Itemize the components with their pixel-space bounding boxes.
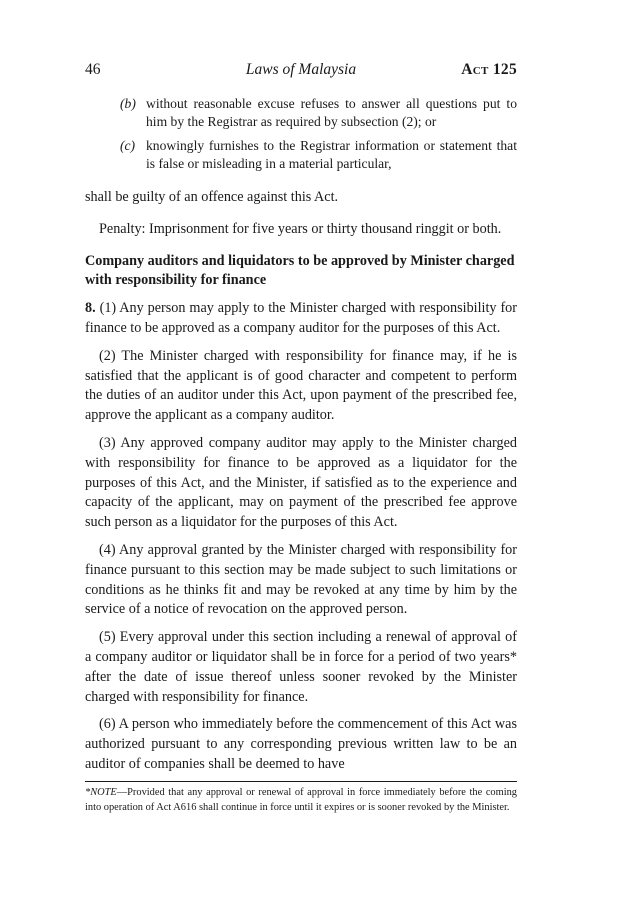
subsection-1 [85, 299, 517, 339]
list-item-c [85, 137, 517, 173]
footnote-label: *NOTE [85, 786, 117, 798]
act-number: Act 125 [461, 61, 517, 78]
running-title: Laws of Malaysia [245, 61, 357, 78]
item-text: without reasonable excuse refuses to answer all questions put to him by the Registrar as required by subsection (2); or [146, 96, 517, 129]
page-number: 46 [85, 61, 101, 78]
subsection-2: (2) The Minister charged with responsibility for finance may, if he is satisfied that the applicant is of good character and competent to perform the duties of an auditor under this Act, upon payment of the prescribed fee, approve the applicant as a company auditor. [85, 347, 517, 424]
item-label: (c) [120, 138, 136, 153]
footnote [85, 785, 517, 816]
subsection-3: (3) Any approved company auditor may apply to the Minister charged with responsibility for finance to be approved as a liquidator for the purposes of this Act, and the Minister, if satisfied as to the experience and capacity of the applicant, may on payment of the prescribed fee approve such person as a liquidator for the purposes of this Act. [85, 434, 517, 531]
closing-clause: shall be guilty of an offence against this Act. [85, 189, 339, 205]
item-text: knowingly furnishes to the Registrar information or statement that is false or misleading in a material particular, [146, 138, 517, 171]
subsection-text: (1) Any person may apply to the Minister charged with responsibility for finance to be approved as a company auditor for the purposes of this Act. [85, 300, 518, 336]
section-heading: Company auditors and liquidators to be approved by Minister charged with responsibility for finance [85, 252, 515, 289]
footnote-text: —Provided that any approval or renewal of approval in force immediately before the coming into operation of Act A616 shall continue in force until it expires or is sooner revoked by the Minister. [85, 786, 517, 814]
footnote-divider [85, 781, 517, 782]
subsection-4: (4) Any approval granted by the Minister charged with responsibility for finance pursuant to this section may be made subject to such limitations or conditions as he thinks fit and may be revoked at any time by him by the service of a notice of revocation on the approved person. [85, 541, 517, 618]
list-item-b [85, 95, 517, 131]
item-label: (b) [120, 96, 136, 111]
section-number: 8. [85, 300, 96, 317]
penalty-text: Penalty: Imprisonment for five years or thirty thousand ringgit or both. [99, 220, 502, 237]
page-header [85, 58, 517, 82]
subsection-6: (6) A person who immediately before the commencement of this Act was authorized pursuant to any corresponding previous written law to be an auditor of companies shall be deemed to have [85, 716, 517, 772]
subsection-5: (5) Every approval under this section including a renewal of approval of a company auditor or liquidator shall be in force for a period of two years* after the date of issue thereof unless sooner revoked by the Minister charged with responsibility for finance. [85, 629, 517, 705]
document-page [85, 58, 517, 816]
